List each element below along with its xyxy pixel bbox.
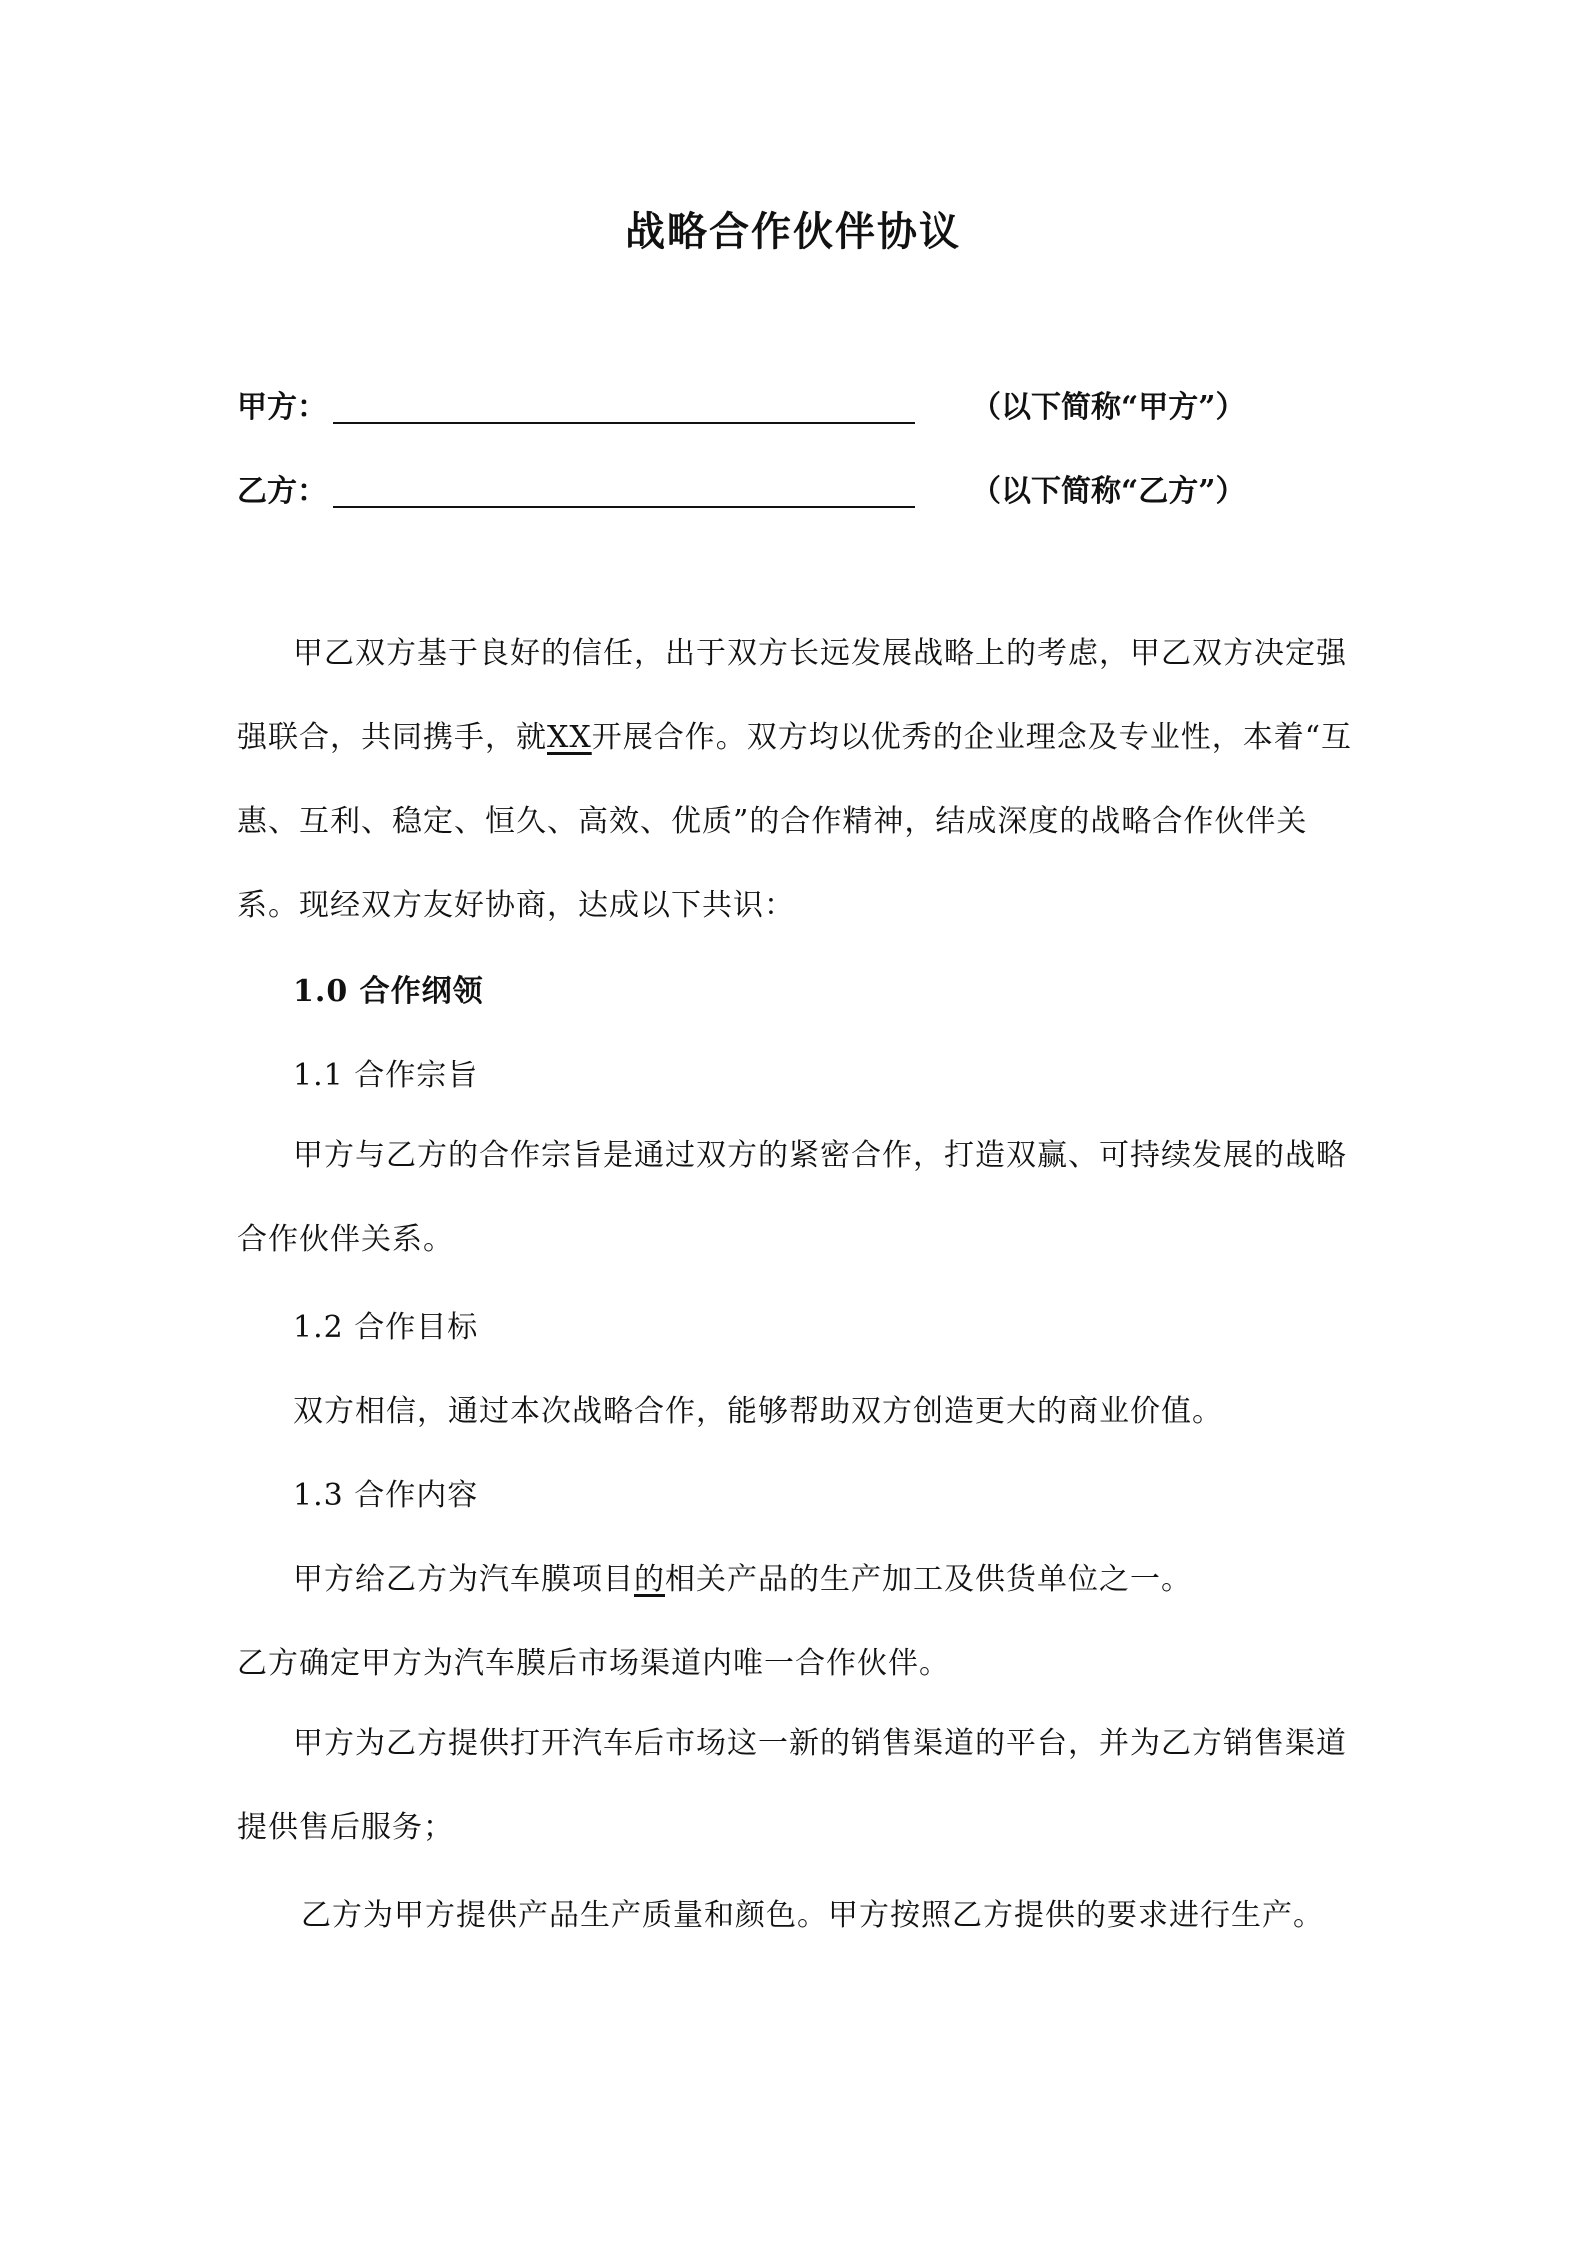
section-1-3-heading: 1.3 合作内容 <box>293 1478 479 1513</box>
party-a-blank-line <box>333 422 915 424</box>
section-1-1-heading: 1.1 合作宗旨 <box>293 1058 479 1093</box>
party-b-label: 乙方： <box>237 474 327 509</box>
item-1-part2: 相关产品的生产加工及供货单位之一。 <box>665 1562 1192 1597</box>
intro-paragraph <box>237 612 1357 948</box>
section-1-2-heading: 1.2 合作目标 <box>293 1310 479 1345</box>
item-1-part1: 甲方给乙方为汽车膜项目 <box>293 1562 634 1597</box>
section-1-3-item-4: 乙方为甲方提供产品生产质量和颜色。甲方按照乙方提供的要求进行生产。 <box>301 1898 1324 1933</box>
section-1-0-heading: 1.0 合作纲领 <box>293 974 484 1009</box>
party-b-note: （以下简称“乙方”） <box>971 474 1246 509</box>
intro-underlined-xx: XX <box>547 720 592 755</box>
party-b-blank-line <box>333 506 915 508</box>
intro-text-part2: 开展合作。双方均以优秀的企业理念及专业性，本着“互惠、互利、稳定、恒久、高效、优质”的合作精神，结成深度的战略合作伙伴关系。现经双方友好协商，达成以下共识： <box>237 720 1353 923</box>
party-a-note: （以下简称“甲方”） <box>971 390 1246 425</box>
section-1-3-item-3: 甲方为乙方提供打开汽车后市场这一新的销售渠道的平台，并为乙方销售渠道提供售后服务； <box>237 1726 1347 1845</box>
document-title: 战略合作伙伴协议 <box>625 208 961 255</box>
section-1-3-item-1 <box>293 1554 1192 1598</box>
item-1-underlined: 的 <box>634 1562 665 1597</box>
party-b-row <box>237 466 1357 514</box>
section-1-2-body: 双方相信，通过本次战略合作，能够帮助双方创造更大的商业价值。 <box>293 1394 1223 1429</box>
party-a-label: 甲方： <box>237 390 327 425</box>
party-a-row <box>237 382 1357 430</box>
section-1-1-body: 甲方与乙方的合作宗旨是通过双方的紧密合作，打造双赢、可持续发展的战略合作伙伴关系。 <box>237 1138 1347 1257</box>
section-1-3-item-2: 乙方确定甲方为汽车膜后市场渠道内唯一合作伙伴。 <box>237 1646 950 1681</box>
intro-text-part1: 甲乙双方基于良好的信任，出于双方长远发展战略上的考虑，甲乙双方决定强强联合，共同携手，就 <box>237 636 1347 755</box>
